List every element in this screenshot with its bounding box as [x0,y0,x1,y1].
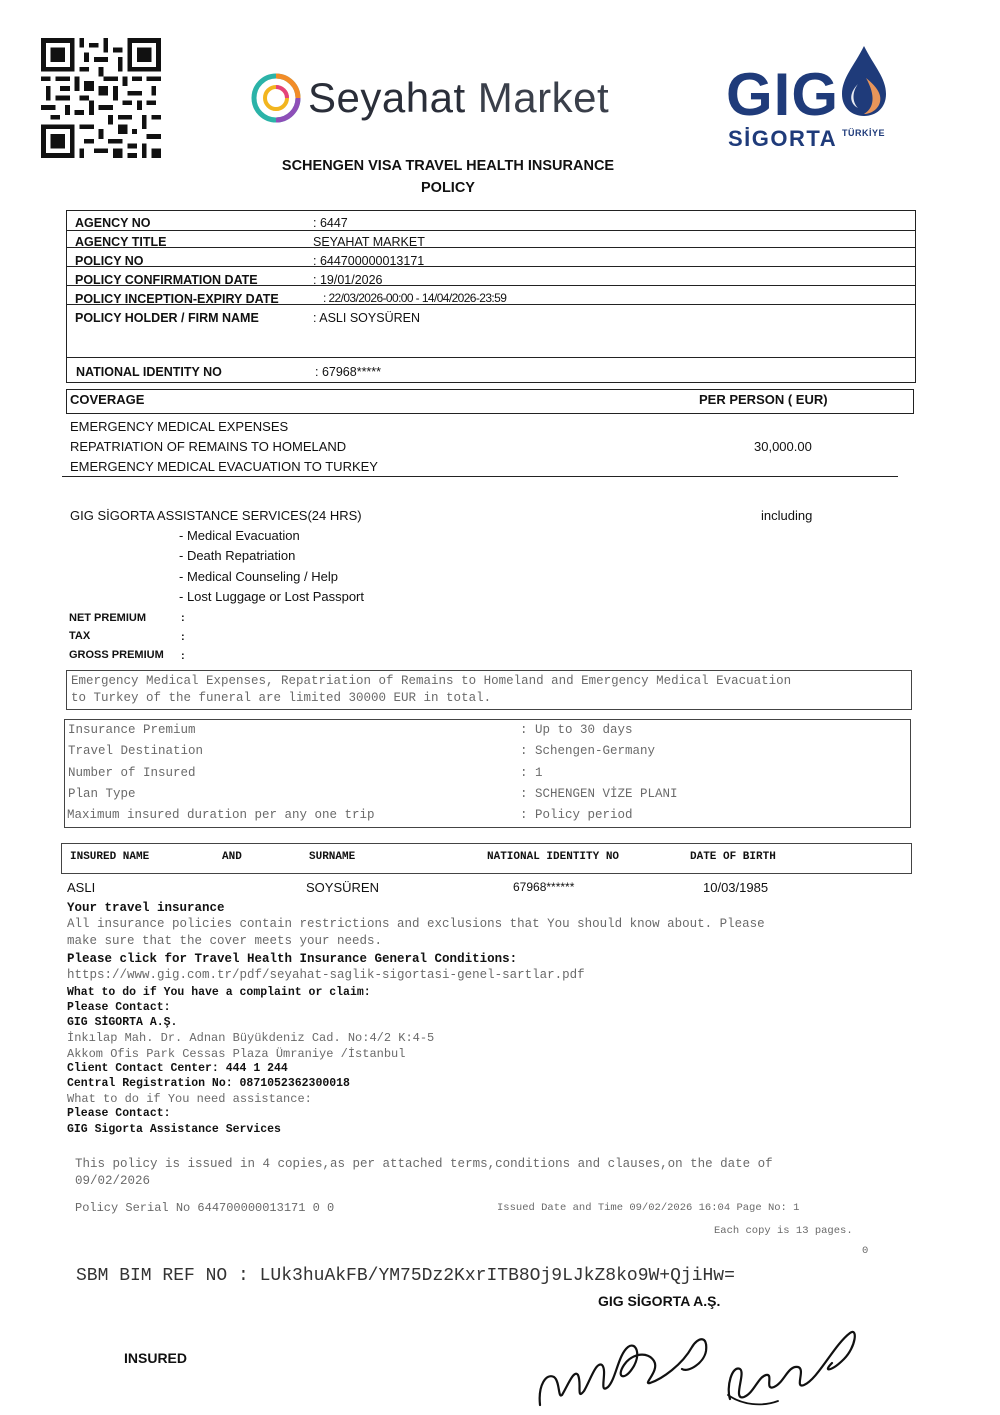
agency-title-value: SEYAHAT MARKET [313,235,425,249]
assistance-label: GIG SİGORTA ASSISTANCE SERVICES(24 HRS) [70,508,362,523]
coverage-header [66,389,914,414]
seyahat-market-brand [308,74,609,122]
coverage-label: COVERAGE [70,392,145,407]
gig-turkiye-text: TÜRKİYE [842,128,886,138]
and-header: AND [222,851,242,863]
copy-pages: Each copy is 13 pages. [714,1225,853,1237]
detail-value: : Up to 30 days [520,723,633,737]
insured-signature-label: INSURED [124,1350,188,1366]
insured-dob: 10/03/1985 [703,880,769,895]
national-id-value: : 67968***** [315,365,382,379]
insured-name-header: INSURED NAME [70,851,150,863]
agency-no-value: : 6447 [313,216,348,230]
coverage-amount: 30,000.00 [754,439,812,454]
seyahat-market-logo-icon [250,68,304,128]
detail-label: Insurance Premium [68,723,196,737]
assistance-item: - Medical Evacuation [179,528,300,543]
travel-insurance-text: All insurance policies contain restrictions and exclusions that You should know about. Please [67,917,765,931]
limit-note-line: to Turkey of the funeral are limited 30000 EUR in total. [71,691,492,705]
policy-holder-label: POLICY HOLDER / FIRM NAME [75,311,259,325]
insured-national-id: 67968****** [513,880,575,894]
policy-no-value: : 644700000013171 [313,254,425,268]
assistance-item: - Death Repatriation [179,548,296,563]
central-registration: Central Registration No: 0871052362300018 [67,1077,350,1090]
insured-surname: SOYSÜREN [306,880,379,895]
complaint-title: What to do if You have a complaint or claim: [67,986,371,999]
date-of-birth-header: DATE OF BIRTH [690,851,776,863]
policy-details-box [64,719,911,828]
qr-code [40,38,162,158]
brand-left-text: Seyahat [308,74,466,121]
coverage-item: REPATRIATION OF REMAINS TO HOMELAND [70,439,347,454]
agency-title-label: AGENCY TITLE [75,235,167,249]
assistance-question: What to do if You need assistance: [67,1092,312,1106]
contact-label: Please Contact: [67,1001,171,1014]
gross-premium-label: GROSS PREMIUM [69,649,164,661]
assistance-item: - Lost Luggage or Lost Passport [179,589,365,604]
company-signature-label: GIG SİGORTA A.Ş. [598,1293,721,1309]
coverage-item: EMERGENCY MEDICAL EXPENSES [70,419,289,434]
net-premium-colon: : [181,612,185,624]
detail-value: : 1 [520,766,543,780]
policy-no-label: POLICY NO [75,254,144,268]
footer-zero: 0 [862,1245,869,1257]
detail-value: : SCHENGEN VİZE PLANI [520,787,678,801]
issued-date-time: Issued Date and Time 09/02/2026 16:04 Page No: 1 [497,1202,800,1214]
coverage-divider [62,476,898,477]
detail-label: Maximum insured duration per any one trip [67,808,375,822]
net-premium-label: NET PREMIUM [69,612,146,624]
policy-serial: Policy Serial No 644700000013171 0 0 [75,1201,335,1215]
issued-statement: This policy is issued in 4 copies,as per attached terms,conditions and clauses,on the date of [75,1157,773,1171]
limit-note-line: Emergency Medical Expenses, Repatriation of Remains to Homeland and Emergency Medical Evacuation [71,674,792,688]
signature-icon [532,1325,862,1413]
company-name: GIG SİGORTA A.Ş. [67,1016,178,1029]
detail-value: : Schengen-Germany [520,744,656,758]
national-id-header: NATIONAL IDENTITY NO [487,851,620,863]
company-address: Akkom Ofis Park Cessas Plaza Ümraniye /İstanbul [67,1047,406,1061]
insured-name: ASLI [67,880,96,895]
detail-label: Number of Insured [68,766,196,780]
document-subtitle: POLICY [421,180,475,196]
contact-label: Please Contact: [67,1107,171,1120]
assistance-item: - Medical Counseling / Help [179,569,338,584]
inception-expiry-value: : 22/03/2026-00:00 - 14/04/2026-23:59 [323,291,507,305]
surname-header: SURNAME [309,851,356,863]
confirmation-date-label: POLICY CONFIRMATION DATE [75,273,258,287]
coverage-item: EMERGENCY MEDICAL EVACUATION TO TURKEY [70,459,378,474]
travel-insurance-title: Your travel insurance [67,901,225,915]
client-contact-center: Client Contact Center: 444 1 244 [67,1062,288,1075]
detail-label: Travel Destination [68,744,204,758]
confirmation-date-value: : 19/01/2026 [313,273,383,287]
brand-right-text: Market [477,74,610,121]
company-address: İnkılap Mah. Dr. Adnan Büyükdeniz Cad. No:4/2 K:4-5 [67,1031,435,1045]
travel-insurance-text: make sure that the cover meets your needs. [67,934,383,948]
gig-sigorta-text: SİGORTA [728,126,838,151]
sbm-ref-no: SBM BIM REF NO : LUk3huAkFB/YM75Dz2KxrITB8Oj9LJkZ8ko9W+QjiHw= [76,1266,735,1286]
conditions-title: Please click for Travel Health Insurance General Conditions: [67,952,518,966]
policy-info-box [66,210,916,383]
conditions-link[interactable]: https://www.gig.com.tr/pdf/seyahat-saglik-sigortasi-genel-sartlar.pdf [67,968,585,982]
tax-colon: : [181,631,185,643]
document-title: SCHENGEN VISA TRAVEL HEALTH INSURANCE [281,158,615,174]
inception-expiry-label: POLICY INCEPTION-EXPIRY DATE [75,292,279,306]
issued-date: 09/02/2026 [75,1174,151,1188]
tax-label: TAX [69,630,91,642]
insured-table-header [61,843,912,874]
per-person-label: PER PERSON ( EUR) [699,392,828,407]
assistance-services: GIG Sigorta Assistance Services [67,1123,281,1136]
gross-premium-colon: : [181,650,185,662]
assistance-value: including [761,508,813,523]
policy-holder-value: : ASLI SOYSÜREN [313,311,420,325]
gig-drop-icon [836,44,890,118]
detail-label: Plan Type [68,787,136,801]
gig-logo-text: GIG [726,61,840,128]
agency-no-label: AGENCY NO [75,216,151,230]
detail-value: : Policy period [520,808,633,822]
national-id-label: NATIONAL IDENTITY NO [76,365,222,379]
limit-note-box [66,670,912,710]
